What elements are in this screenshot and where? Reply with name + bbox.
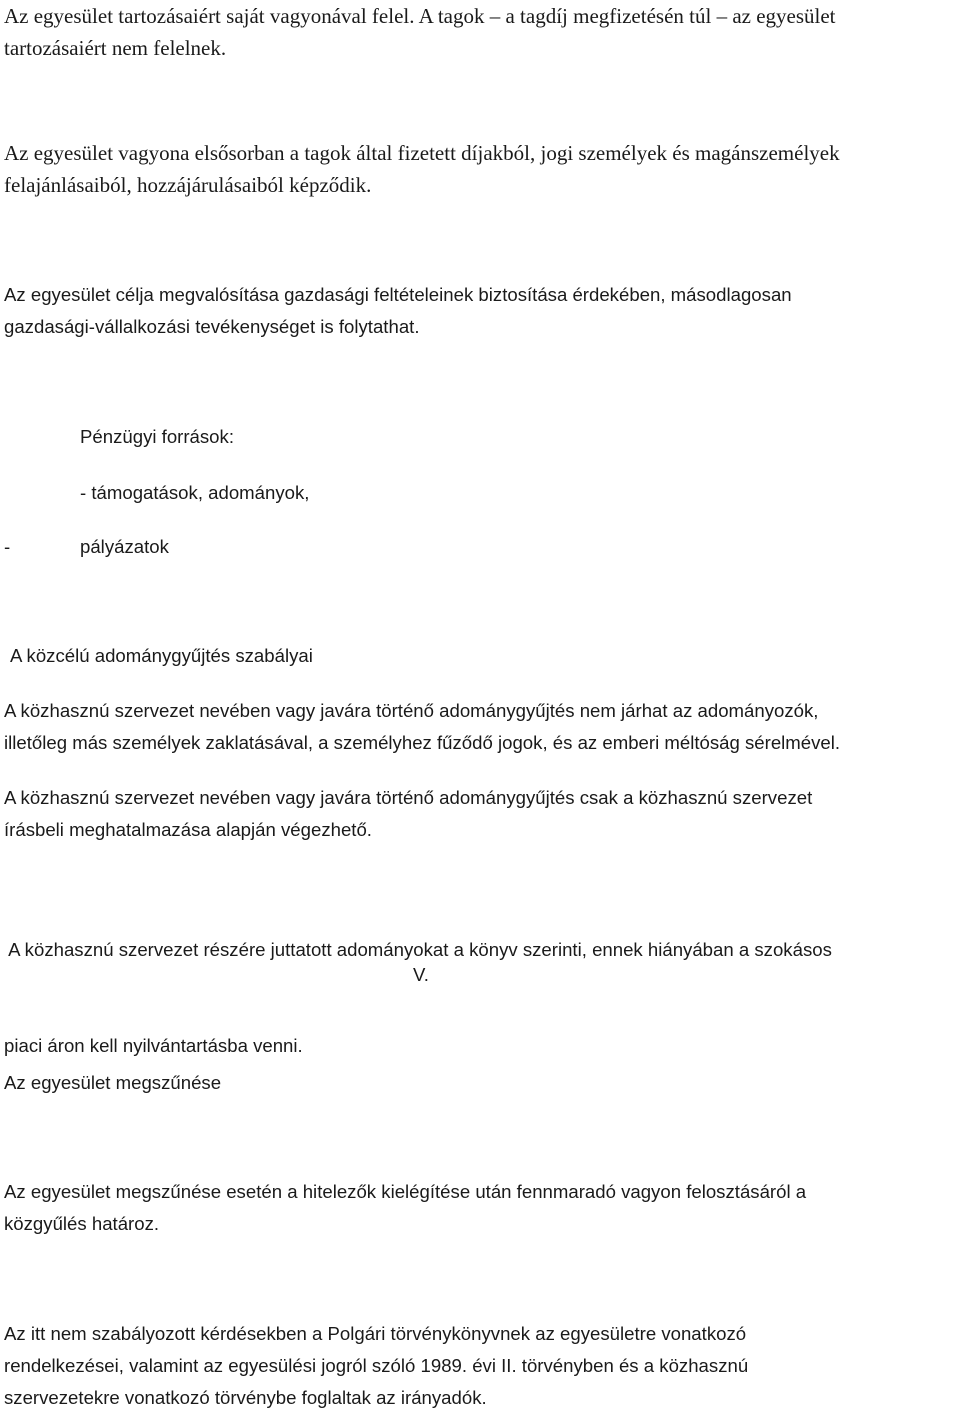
section-title: Az egyesület megszűnése [4, 1072, 222, 1093]
text-line: A közhasznú szervezet nevében vagy javára történő adománygyűjtés nem járhat az adományozók, [4, 700, 819, 721]
text-line: gazdasági-vállalkozási tevékenységet is folytathat. [4, 316, 420, 337]
text-line: Az egyesület célja megvalósítása gazdasági feltételeinek biztosítása érdekében, másodlagosan [4, 284, 792, 305]
section-number: V. [413, 964, 429, 985]
funding-item-support: - támogatások, adományok, [80, 482, 310, 503]
funding-item-tenders: pályázatok [80, 536, 169, 557]
funding-heading: Pénzügyi források: [80, 426, 234, 447]
text-line: szervezetekre vonatkozó törvénybe foglaltak az irányadók. [4, 1387, 487, 1408]
dissolution-paragraph [4, 1176, 806, 1240]
list-dash: - [4, 536, 11, 557]
donation-paragraph-1 [4, 695, 840, 759]
text-line: Az egyesület vagyona elsősorban a tagok által fizetett díjakból, jogi személyek és magánszemélyek [4, 141, 840, 165]
closing-paragraph [4, 1318, 748, 1414]
text-line: közgyűlés határoz. [4, 1213, 160, 1234]
text-line: tartozásaiért nem felelnek. [4, 36, 227, 60]
text-line: írásbeli meghatalmazása alapján végezhető. [4, 819, 372, 840]
text-line: Az egyesület tartozásaiért saját vagyonával felel. A tagok – a tagdíj megfizetésén túl – az egyesület [4, 4, 836, 28]
text-line: illetőleg más személyek zaklatásával, a személyhez fűződő jogok, és az emberi méltóság sérelmével. [4, 732, 841, 753]
text-line: Az itt nem szabályozott kérdésekben a Polgári törvénykönyvnek az egyesületre vonatkozó [4, 1323, 747, 1344]
text-line: A közhasznú szervezet részére juttatott adományokat a könyv szerinti, ennek hiányában a szokásos [4, 939, 832, 960]
text-line: felajánlásaiból, hozzájárulásaiból képződik. [4, 173, 372, 197]
business-paragraph [4, 279, 792, 343]
text-line: rendelkezései, valamint az egyesülési jogról szóló 1989. évi II. törvényben és a közhasznú [4, 1355, 749, 1376]
assets-paragraph [4, 137, 840, 201]
donation-paragraph-2 [4, 782, 812, 846]
text-line: piaci áron kell nyilvántartásba venni. [4, 1035, 303, 1056]
text-line: Az egyesület megszűnése esetén a hitelezők kielégítése után fennmaradó vagyon felosztásáról a [4, 1181, 807, 1202]
text-line: A közhasznú szervezet nevében vagy javára történő adománygyűjtés csak a közhasznú szervezet [4, 787, 813, 808]
liability-paragraph [4, 0, 836, 64]
donation-heading: A közcélú adománygyűjtés szabályai [10, 645, 313, 666]
